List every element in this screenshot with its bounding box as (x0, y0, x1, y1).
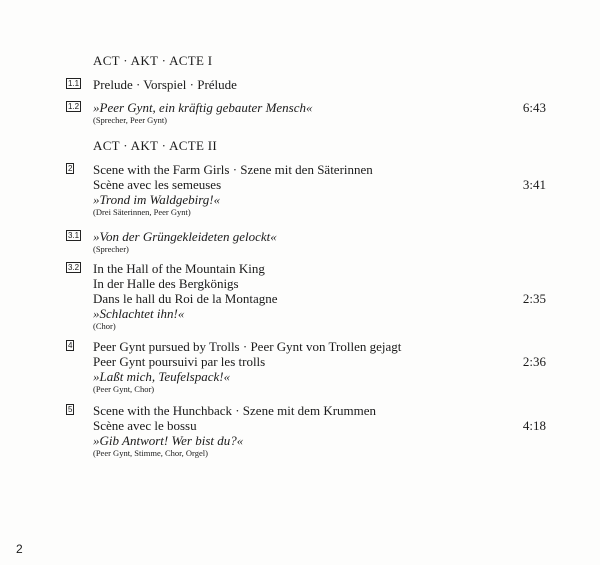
track-title-de: In der Halle des Bergkönigs (93, 276, 239, 291)
track-title-fr: Scène avec le bossu (93, 418, 197, 433)
act-2-heading: ACT · AKT · ACTE II (93, 138, 218, 153)
track-quote: »Trond im Waldgebirg!« (93, 192, 221, 207)
track-duration: 2:36 (522, 354, 546, 369)
page-number: 2 (16, 542, 23, 556)
track-duration: 2:35 (522, 291, 546, 306)
track-quote: »Schlachtet ihn!« (93, 306, 185, 321)
act-1-heading: ACT · AKT · ACTE I (93, 53, 213, 68)
track-performers: (Peer Gynt, Stimme, Chor, Orgel) (93, 448, 208, 458)
track-performers: (Drei Säterinnen, Peer Gynt) (93, 207, 191, 217)
track-title: Prelude · Vorspiel · Prélude (93, 77, 237, 92)
track-number-badge: 3.1 (68, 231, 80, 240)
track-number-badge: 1.1 (68, 79, 80, 88)
track-duration: 3:41 (522, 177, 546, 192)
track-duration: 4:18 (522, 418, 546, 433)
track-duration: 6:43 (522, 100, 546, 115)
track-performers: (Peer Gynt, Chor) (93, 384, 155, 394)
track-quote: »Laßt mich, Teufelspack!« (93, 369, 231, 384)
track-title-en-de: Peer Gynt pursued by Trolls · Peer Gynt von Trollen gejagt (93, 339, 402, 354)
track-number-badge: 5 (68, 405, 73, 414)
track-number-badge: 2 (68, 164, 73, 173)
track-title-fr: Scène avec les semeuses (93, 177, 222, 192)
track-title-en: In the Hall of the Mountain King (93, 261, 265, 276)
track-performers: (Sprecher) (93, 244, 129, 254)
track-quote: »Gib Antwort! Wer bist du?« (93, 433, 244, 448)
track-performers: (Chor) (93, 321, 116, 331)
track-title-fr: Peer Gynt poursuivi par les trolls (93, 354, 266, 369)
track-number-badge: 1.2 (68, 102, 80, 111)
track-quote: »Peer Gynt, ein kräftig gebauter Mensch« (93, 100, 313, 115)
track-title-en-de: Scene with the Farm Girls · Szene mit den Säterinnen (93, 162, 373, 177)
track-title-fr: Dans le hall du Roi de la Montagne (93, 291, 278, 306)
track-number-badge: 3.2 (68, 263, 80, 272)
track-performers: (Sprecher, Peer Gynt) (93, 115, 168, 125)
track-title-en-de: Scene with the Hunchback · Szene mit dem Krummen (93, 403, 377, 418)
track-quote: »Von der Grüngekleideten gelockt« (93, 229, 277, 244)
track-number-badge: 4 (68, 341, 73, 350)
